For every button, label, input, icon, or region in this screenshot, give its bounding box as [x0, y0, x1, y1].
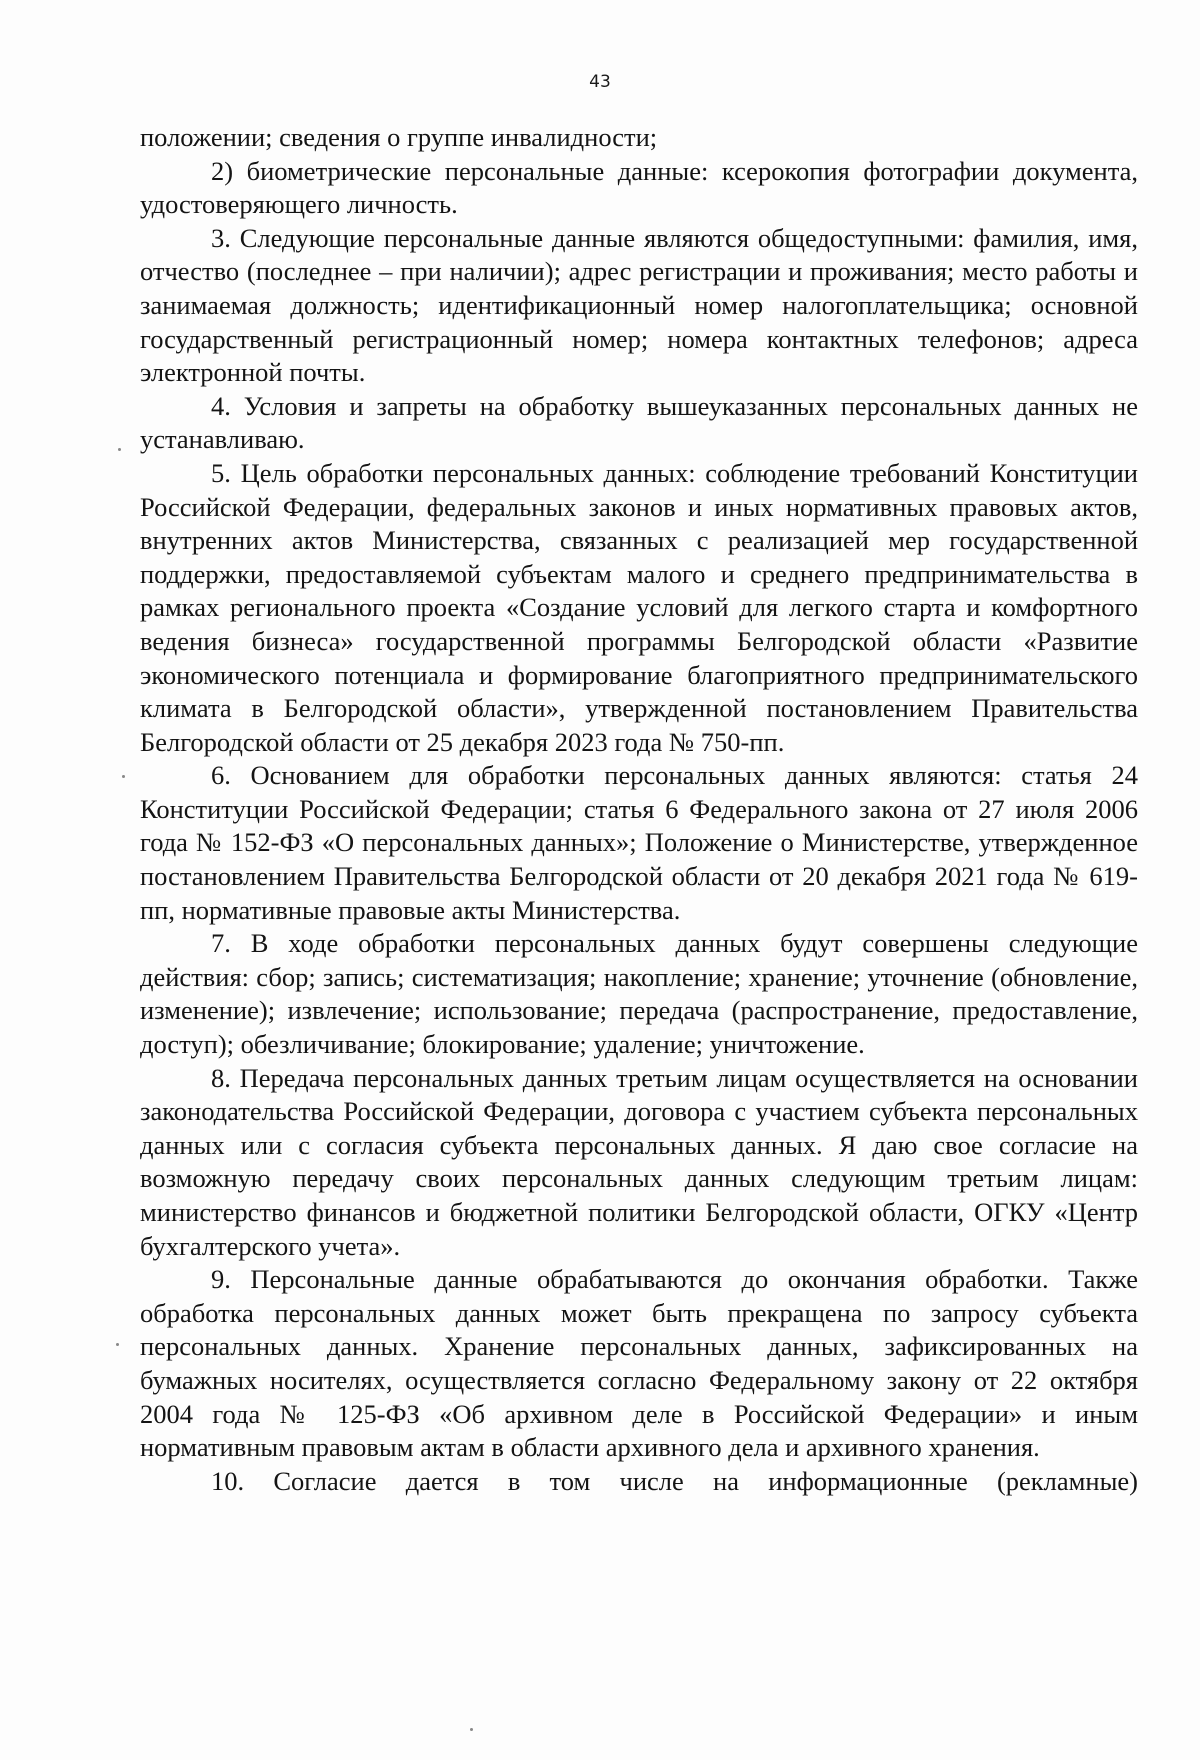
scan-speck: [470, 1728, 473, 1731]
scan-speck: [118, 448, 121, 451]
paragraph-continuation: положении; сведения о группе инвалидности;: [140, 122, 658, 152]
paragraph-purpose: 5. Цель обработки персональных данных: соблюдение требований Конституции Российской Федерации, федеральных законов и иных нормативных правовых актов, внутренних актов Министерства, связанных с реализацией мер государственной поддержки, предоставляемой субъектам малого и среднего предпринимательства в рамках регионального проекта «Создание условий для легкого старта и комфортного ведения бизнеса» государственной программы Белгородской области «Развитие экономического потенциала и формирование благоприятного предпринимательского климата в Белгородской области», утвержденной постановлением Правительства Белгородской области от 25 декабря 2023 года № 750-пп.: [140, 457, 1138, 757]
scan-speck: [116, 1343, 119, 1346]
paragraph-conditions: 4. Условия и запреты на обработку вышеуказанных персональных данных не устанавливаю.: [140, 390, 1138, 455]
page-number: 43: [589, 72, 611, 92]
paragraph-legal-basis: 6. Основанием для обработки персональных данных являются: статья 24 Конституции Российской Федерации; статья 6 Федерального закона от 27 июля 2006 года № 152-ФЗ «О персональных данных»; Положение о Министерстве, утвержденное постановлением Правительства Белгородской области от 20 декабря 2021 года № 619-пп, нормативные правовые акты Министерства.: [140, 760, 1138, 925]
paragraph-advertising-consent: 10. Согласие дается в том числе на информационные (рекламные): [211, 1465, 1138, 1496]
paragraph-retention: 9. Персональные данные обрабатываются до окончания обработки. Также обработка персональных данных может быть прекращена по запросу субъекта персональных данных. Хранение персональных данных, зафиксированных на бумажных носителях, осуществляется согласно Федеральному закону от 22 октября 2004 года № 125-ФЗ «Об архивном деле в Российской Федерации» и иным нормативным правовым актам в области архивного дела и архивного хранения.: [140, 1264, 1138, 1463]
paragraph-public-data: 3. Следующие персональные данные являются общедоступными: фамилия, имя, отчество (последнее – при наличии); адрес регистрации и проживания; место работы и занимаемая должность; идентификационный номер налогоплательщика; основной государственный регистрационный номер; номера контактных телефонов; адреса электронной почты.: [140, 222, 1138, 388]
paragraph-biometric-data: 2) биометрические персональные данные: ксерокопия фотографии документа, удостоверяющего личность.: [140, 155, 1138, 220]
paragraph-third-parties: 8. Передача персональных данных третьим лицам осуществляется на основании законодательства Российской Федерации, договора с участием субъекта персональных данных или с согласия субъекта персональных данных. Я даю свое согласие на возможную передачу своих персональных данных следующим третьим лицам: министерство финансов и бюджетной политики Белгородской области, ОГКУ «Центр бухгалтерского учета».: [140, 1062, 1138, 1261]
document-body: [140, 121, 1138, 1498]
paragraph-actions: 7. В ходе обработки персональных данных будут совершены следующие действия: сбор; запись; систематизация; накопление; хранение; уточнение (обновление, изменение); извлечение; использование; передача (распространение, предоставление, доступ); обезличивание; блокирование; удаление; уничтожение.: [140, 928, 1138, 1060]
scan-speck: [122, 775, 125, 778]
